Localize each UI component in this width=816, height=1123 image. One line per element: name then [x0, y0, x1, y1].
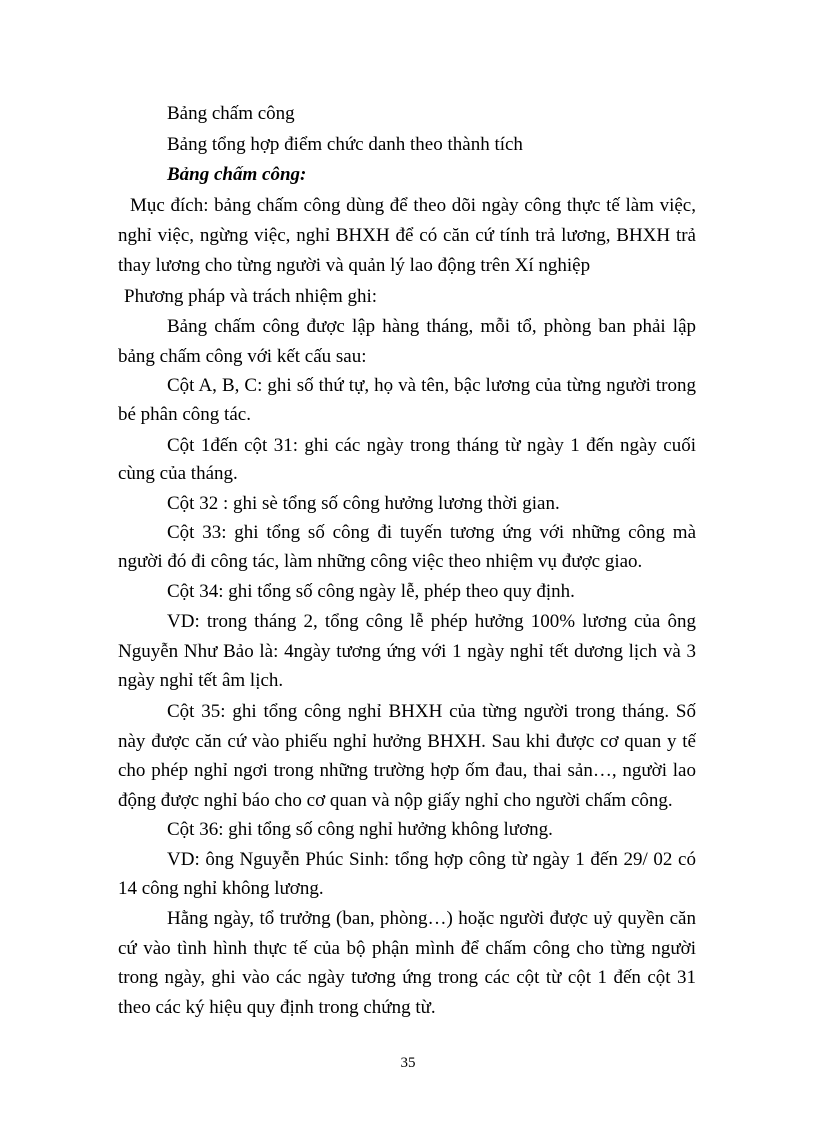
paragraph-line: Hằng ngày, tổ trưởng (ban, phòng…) hoặc người được uỷ quyền căn [167, 908, 696, 929]
paragraph-line: Cột 36: ghi tổng số công nghỉ hưởng không lương. [167, 819, 553, 840]
paragraph-line: trong ngày, ghi vào các ngày tương ứng trong các cột từ cột 1 đến cột 31 [118, 967, 696, 988]
page-number: 35 [400, 1055, 416, 1071]
paragraph-line: cho phép nghỉ ngơi trong những trường hợp ốm đau, thai sản…, người lao [118, 760, 696, 781]
paragraph-line: Mục đích: bảng chấm công dùng để theo dõi ngày công thực tế làm việc, [130, 195, 696, 216]
paragraph-line: VD: trong tháng 2, tổng công lễ phép hưởng 100% lương của ông [167, 611, 696, 632]
paragraph-line: theo các ký hiệu quy định trong chứng từ. [118, 997, 436, 1018]
paragraph-line: cùng của tháng. [118, 463, 238, 484]
paragraph-line: Nguyễn Như Bảo là: 4ngày tương ứng với 1 ngày nghỉ tết dương lịch và 3 [118, 641, 696, 662]
section-heading: Bảng chấm công: [167, 164, 307, 185]
paragraph-line: Cột 1đến cột 31: ghi các ngày trong tháng từ ngày 1 đến ngày cuối [167, 435, 696, 456]
paragraph-line: bé phân công tác. [118, 404, 251, 425]
paragraph-line: thay lương cho từng người và quản lý lao động trên Xí nghiệp [118, 255, 591, 276]
subheading-method: Phương pháp và trách nhiệm ghi: [124, 286, 378, 307]
paragraph-line: ngày nghỉ tết âm lịch. [118, 670, 284, 691]
paragraph-line: nghỉ việc, ngừng việc, nghỉ BHXH để có căn cứ tính trả lương, BHXH trả [118, 225, 696, 246]
list-item-timesheet: Bảng chấm công [167, 103, 295, 124]
paragraph-line: cứ vào tình hình thực tế của bộ phận mình để chấm công cho từng người [118, 938, 696, 959]
paragraph-line: Cột 32 : ghi sè tổng số công hưởng lương thời gian. [167, 493, 560, 514]
paragraph-line: Cột 35: ghi tổng công nghỉ BHXH của từng người trong tháng. Số [167, 701, 696, 722]
paragraph-line: này được căn cứ vào phiếu nghỉ hưởng BHXH. Sau khi được cơ quan y tế [118, 731, 696, 752]
paragraph-line: 14 công nghỉ không lương. [118, 878, 324, 899]
paragraph-line: động được nghỉ báo cho cơ quan và nộp giấy nghỉ cho người chấm công. [118, 790, 673, 811]
paragraph-line: Bảng chấm công được lập hàng tháng, mỗi tổ, phòng ban phải lập [167, 316, 696, 337]
paragraph-line: Cột 34: ghi tổng số công ngày lễ, phép theo quy định. [167, 581, 575, 602]
paragraph-line: Cột A, B, C: ghi số thứ tự, họ và tên, bậc lương của từng người trong [167, 375, 696, 396]
paragraph-line: bảng chấm công với kết cấu sau: [118, 346, 367, 367]
list-item-title-score-summary: Bảng tổng hợp điểm chức danh theo thành tích [167, 134, 523, 155]
paragraph-line: VD: ông Nguyễn Phúc Sinh: tổng hợp công từ ngày 1 đến 29/ 02 có [167, 849, 696, 870]
paragraph-line: Cột 33: ghi tổng số công đi tuyến tương ứng với những công mà [167, 522, 696, 543]
paragraph-line: người đó đi công tác, làm những công việc theo nhiệm vụ được giao. [118, 551, 643, 572]
